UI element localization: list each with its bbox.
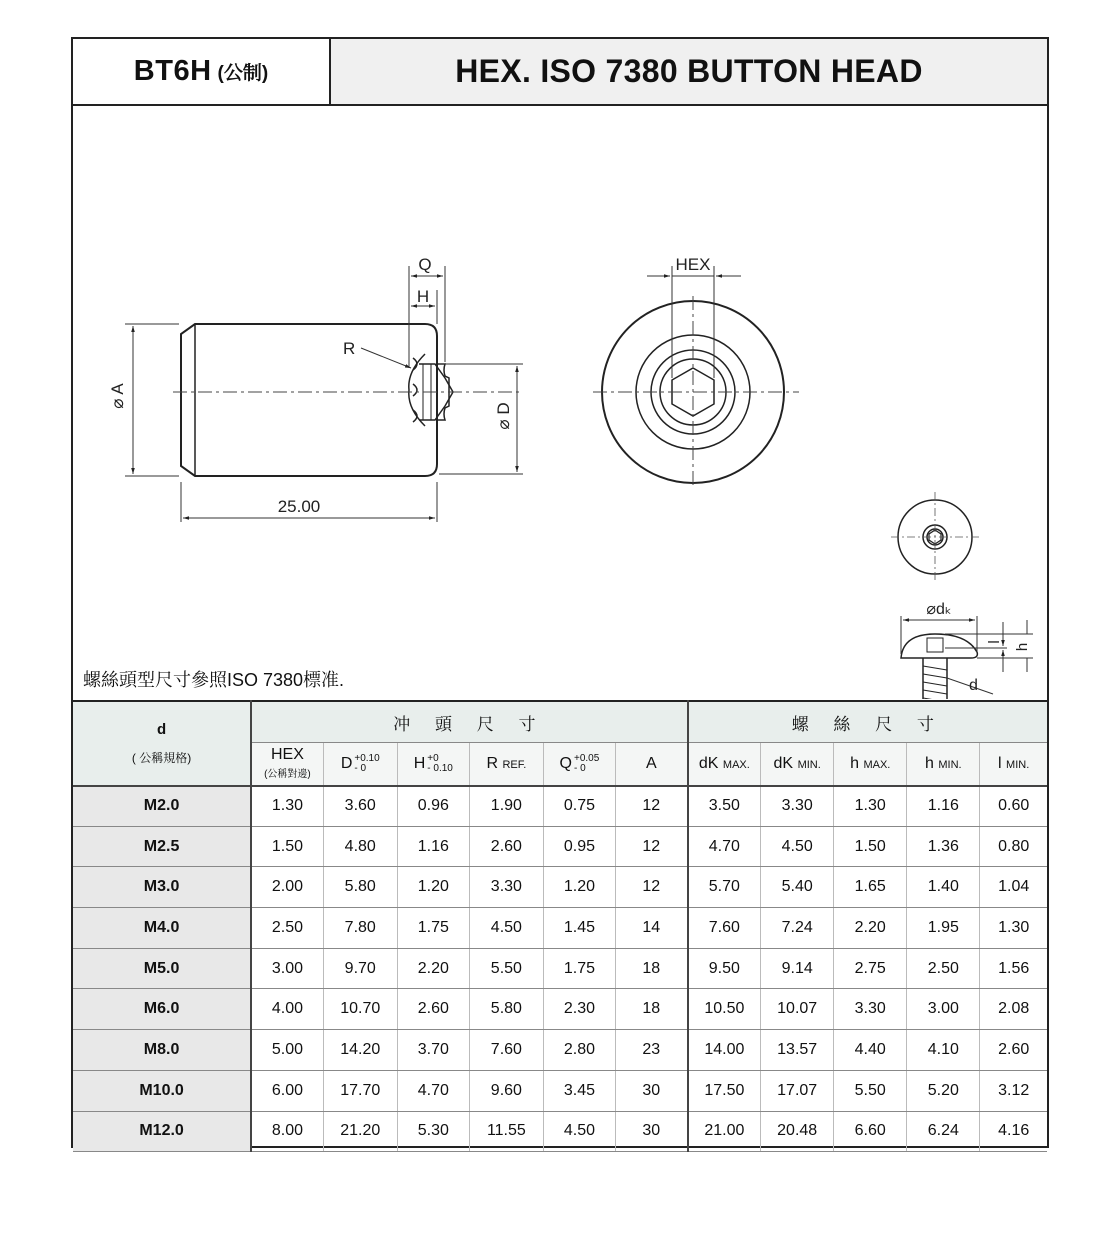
cell-h: 2.60 [397,989,469,1030]
cell-h-min: 1.40 [907,867,980,908]
spec-table-body [73,786,1047,1152]
cell-h-min: 5.20 [907,1070,980,1111]
col-q-tol-up: +0.05 [574,752,600,764]
cell-l-min: 0.60 [980,786,1047,827]
cell-d: M5.0 [73,948,251,989]
cell-hex: 2.00 [251,867,323,908]
cell-d: M12.0 [73,1111,251,1152]
cell-h: 1.20 [397,867,469,908]
cell-h: 3.70 [397,1030,469,1071]
product-code-unit: (公制) [217,63,269,84]
cell-h-min: 1.95 [907,908,980,949]
cell-r: 3.30 [469,867,543,908]
cell-hex: 3.00 [251,948,323,989]
col-dk-min [761,743,834,786]
cell-dk-min: 20.48 [761,1111,834,1152]
table-row [73,989,1047,1030]
cell-l-min: 2.08 [980,989,1047,1030]
d-header-sub: ( 公稱規格) [131,750,192,765]
cell-q: 2.30 [543,989,615,1030]
cell-q: 1.75 [543,948,615,989]
dim-h-label: H [416,287,430,306]
cell-q: 4.50 [543,1111,615,1152]
cell-h-min: 1.36 [907,826,980,867]
cell-dk-min: 9.14 [761,948,834,989]
header [73,39,1047,106]
cell-dk-min: 3.30 [761,786,834,827]
cell-dk-min: 13.57 [761,1030,834,1071]
col-l-min [980,743,1047,786]
cell-dk-max: 7.60 [688,908,761,949]
punch-group-header: 冲 頭 尺 寸 [251,701,687,743]
cell-h-max: 1.65 [834,867,907,908]
cell-h-max: 1.30 [834,786,907,827]
d-column-header [73,701,251,786]
cell-d-punch: 17.70 [323,1070,397,1111]
dim-hex [647,266,741,378]
cell-l-min: 2.60 [980,1030,1047,1071]
cell-r: 1.90 [469,786,543,827]
col-dk-max [688,743,761,786]
cell-hex: 4.00 [251,989,323,1030]
cell-d: M4.0 [73,908,251,949]
page-title: HEX. ISO 7380 BUTTON HEAD [455,53,923,89]
col-q-tol-dn: - 0 [574,762,586,774]
cell-r: 9.60 [469,1070,543,1111]
dim-a [125,324,179,476]
cell-dk-max: 21.00 [688,1111,761,1152]
cell-h: 0.96 [397,786,469,827]
cell-d-punch: 9.70 [323,948,397,989]
dim-r-label: R [343,339,356,358]
cell-l-min: 3.12 [980,1070,1047,1111]
cell-h-max: 1.50 [834,826,907,867]
table-row [73,948,1047,989]
cell-r: 11.55 [469,1111,543,1152]
col-r-sub: REF. [502,758,527,771]
dim-l-label: l [986,640,1003,644]
cell-r: 4.50 [469,908,543,949]
cell-l-min: 1.30 [980,908,1047,949]
col-d-tol-up: +0.10 [354,752,380,764]
cell-r: 7.60 [469,1030,543,1071]
cell-h: 4.70 [397,1070,469,1111]
cell-a: 18 [615,989,687,1030]
cell-hex: 1.30 [251,786,323,827]
cell-h-max: 5.50 [834,1070,907,1111]
cell-h-min: 4.10 [907,1030,980,1071]
cell-dk-max: 9.50 [688,948,761,989]
spec-sheet [71,37,1049,1148]
punch-side-view [181,324,453,476]
cell-d-punch: 7.80 [323,908,397,949]
col-h-tol-up: +0 [427,752,439,764]
cell-q: 0.75 [543,786,615,827]
cell-h: 1.75 [397,908,469,949]
spec-table [73,700,1047,1152]
cell-q: 1.20 [543,867,615,908]
cell-l-min: 4.16 [980,1111,1047,1152]
cell-d: M3.0 [73,867,251,908]
cell-h-max: 3.30 [834,989,907,1030]
cell-dk-max: 4.70 [688,826,761,867]
cell-a: 12 [615,786,687,827]
cell-q: 0.95 [543,826,615,867]
col-h [397,743,469,786]
cell-r: 2.60 [469,826,543,867]
table-row [73,1070,1047,1111]
col-hex-label: HEX [270,745,304,763]
table-row [73,867,1047,908]
cell-dk-max: 10.50 [688,989,761,1030]
cell-q: 3.45 [543,1070,615,1111]
cell-l-min: 1.56 [980,948,1047,989]
cell-a: 12 [615,826,687,867]
cell-a: 18 [615,948,687,989]
col-hex-sub: (公稱對邊) [264,768,311,780]
col-h-min-label: h [925,754,934,772]
dim-hh-label: h [1014,642,1031,652]
col-dk-min-sub: MIN. [797,758,821,771]
screw-side-view [901,634,977,699]
cell-h-max: 4.40 [834,1030,907,1071]
table-row [73,908,1047,949]
cell-a: 14 [615,908,687,949]
col-l-min-sub: MIN. [1006,758,1030,771]
cell-d-punch: 3.60 [323,786,397,827]
dim-dk-label: ⌀dₖ [926,601,952,618]
title-cell [331,39,1047,104]
col-dk-min-label: dK [773,754,794,772]
cell-dk-min: 4.50 [761,826,834,867]
cell-d: M8.0 [73,1030,251,1071]
col-hex [251,743,323,786]
table-row [73,1111,1047,1152]
dim-length-label: 25.00 [277,497,321,516]
dim-q-label: Q [418,255,432,274]
cell-a: 30 [615,1070,687,1111]
cell-q: 1.45 [543,908,615,949]
cell-dk-min: 5.40 [761,867,834,908]
product-code: BT6H [133,55,212,87]
cell-d: M6.0 [73,989,251,1030]
col-r [469,743,543,786]
cell-d-punch: 10.70 [323,989,397,1030]
cell-hex: 1.50 [251,826,323,867]
cell-h-min: 2.50 [907,948,980,989]
cell-l-min: 1.04 [980,867,1047,908]
table-row [73,826,1047,867]
col-d-label: D [340,754,353,772]
cell-r: 5.80 [469,989,543,1030]
cell-dk-max: 3.50 [688,786,761,827]
cell-d: M2.5 [73,826,251,867]
dim-dd-label: d [969,677,978,694]
cell-d-punch: 21.20 [323,1111,397,1152]
cell-h: 2.20 [397,948,469,989]
dim-a-label: ⌀ A [108,383,127,409]
col-h-min-sub: MIN. [938,758,962,771]
drawing-svg [73,106,1047,699]
cell-dk-max: 5.70 [688,867,761,908]
cell-d-punch: 4.80 [323,826,397,867]
col-d-tol-dn: - 0 [354,762,367,774]
cell-dk-max: 17.50 [688,1070,761,1111]
standard-note: 螺絲頭型尺寸參照ISO 7380標准. [83,670,345,690]
col-h-label: H [413,754,426,772]
cell-hex: 5.00 [251,1030,323,1071]
cell-dk-max: 14.00 [688,1030,761,1071]
cell-a: 12 [615,867,687,908]
col-h-max-label: h [850,754,859,772]
col-q [543,743,615,786]
technical-drawing [73,106,1047,699]
col-h-max [834,743,907,786]
cell-hex: 8.00 [251,1111,323,1152]
cell-h-max: 2.20 [834,908,907,949]
col-d [323,743,397,786]
cell-dk-min: 10.07 [761,989,834,1030]
screw-group-header: 螺 絲 尺 寸 [688,701,1047,743]
cell-d-punch: 5.80 [323,867,397,908]
cell-h: 1.16 [397,826,469,867]
col-r-label: R [486,754,498,772]
cell-dk-min: 17.07 [761,1070,834,1111]
col-dk-max-label: dK [698,754,719,772]
dim-hex-label: HEX [675,255,711,274]
cell-hex: 2.50 [251,908,323,949]
table-row [73,1030,1047,1071]
col-h-max-sub: MAX. [863,758,891,771]
cell-h-max: 2.75 [834,948,907,989]
cell-a: 30 [615,1111,687,1152]
cell-h-min: 6.24 [907,1111,980,1152]
d-header-label: d [156,720,167,738]
col-q-label: Q [559,754,572,772]
dim-d-label: ⌀ D [494,402,513,430]
cell-d: M2.0 [73,786,251,827]
cell-d-punch: 14.20 [323,1030,397,1071]
col-h-tol-dn: - 0.10 [427,762,453,774]
table-row [73,786,1047,827]
cell-dk-min: 7.24 [761,908,834,949]
cell-hex: 6.00 [251,1070,323,1111]
cell-l-min: 0.80 [980,826,1047,867]
col-h-min [907,743,980,786]
col-a: A [615,743,687,786]
product-code-cell [73,39,331,104]
cell-h-max: 6.60 [834,1111,907,1152]
cell-q: 2.80 [543,1030,615,1071]
col-dk-max-sub: MAX. [722,758,750,771]
cell-d: M10.0 [73,1070,251,1111]
cell-h: 5.30 [397,1111,469,1152]
cell-r: 5.50 [469,948,543,989]
cell-h-min: 1.16 [907,786,980,827]
col-l-min-label: l [998,754,1002,772]
cell-h-min: 3.00 [907,989,980,1030]
cell-a: 23 [615,1030,687,1071]
